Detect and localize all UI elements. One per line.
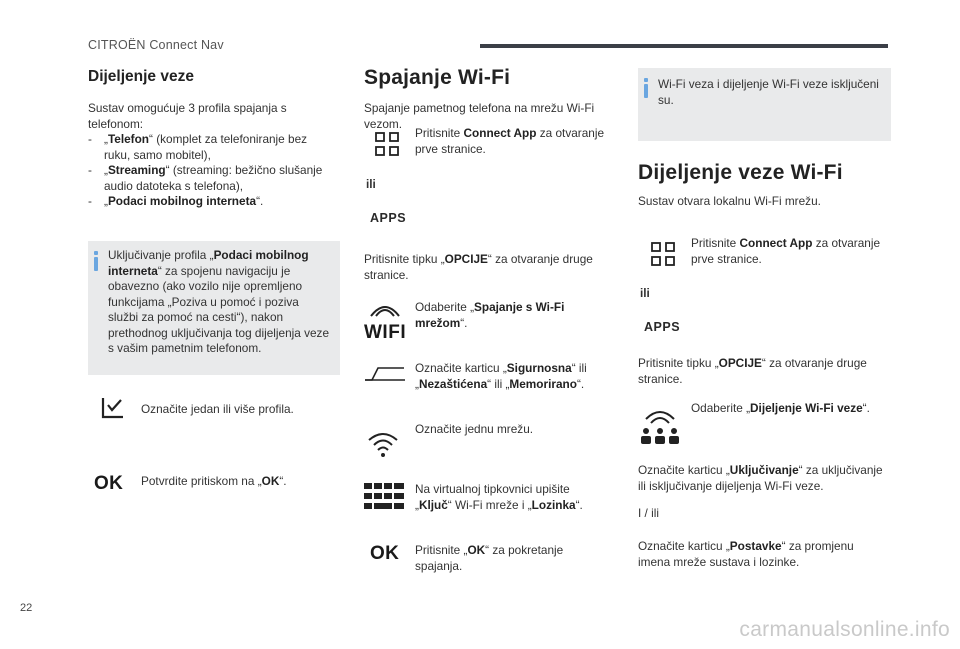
section-heading-dijeljenje-veze-wifi: Dijeljenje veze Wi-Fi (638, 161, 843, 184)
or-label: ili (366, 177, 376, 191)
step-options: Pritisnite tipku „OPCIJE“ za otvaranje druge stranice. (364, 252, 593, 282)
wifi-sharing-icon (640, 405, 680, 445)
step-select-network: Označite jednu mrežu. (415, 422, 534, 436)
col3-intro: Sustav otvara lokalnu Wi-Fi mrežu. (638, 194, 821, 208)
step-enable-tab: Označite karticu „Uključivanje“ za uključivanje ili isključivanje dijeljenja Wi-Fi veze. (638, 463, 883, 493)
page-number: 22 (20, 602, 33, 614)
and-or-label: I / ili (638, 506, 659, 520)
header-bar (480, 44, 888, 48)
watermark: carmanualsonline.info (739, 618, 950, 641)
step-settings-tab: Označite karticu „Postavke“ za promjenu imena mreže sustava i lozinke. (638, 539, 854, 569)
info-box-podaci: Uključivanje profila „Podaci mobilnog interneta“ za spojenu navigaciju je obavezno (ako vozilo nije opremljeno funkcijama „Poziva u pomoć i poziva službi za pomoć na cesti“), nakon prethodnog uključivanja tog dijeljenja veze s vašim pametnim telefonom. (88, 241, 340, 375)
section-heading-spajanje-wifi: Spajanje Wi-Fi (364, 66, 511, 89)
section-heading-dijeljenje-veze: Dijeljenje veze (88, 68, 194, 85)
list-item: - „Streaming“ (streaming: bežično slušanje audio datoteka s telefona), (88, 163, 323, 193)
wifi-network-icon (367, 430, 399, 458)
list-item: - „Telefon“ (komplet za telefoniranje bez ruku, samo mobitel), (88, 132, 308, 162)
step-keyboard: Na virtualnoj tipkovnici upišite „Ključ“ Wi-Fi mreže i „Lozinka“. (415, 482, 583, 512)
info-icon (644, 84, 648, 98)
apps-icon: APPS (644, 320, 681, 334)
step-connect-app: Pritisnite Connect App za otvaranje prve stranice. (691, 236, 881, 266)
info-box-wifi-off: Wi-Fi veza i dijeljenje Wi-Fi veze isključeni su. (638, 68, 891, 141)
checkbox-check-icon (101, 397, 125, 419)
step-select-wifi-connect: Odaberite „Spajanje s Wi-Fi mrežom“. (415, 300, 565, 330)
keyboard-icon (364, 483, 404, 509)
step-connect-app: Pritisnite Connect App za otvaranje prve stranice. (415, 126, 605, 156)
connect-app-grid-icon (375, 132, 399, 156)
col1-intro: Sustav omogućuje 3 profila spajanja s telefonom: - „Telefon“ (komplet za telefoniranje bez ruku, samo mobitel), - „Streaming“ (streaming: bežično slušanje audio datoteka s telefona), - „Podaci mobilnog interneta“. (88, 101, 338, 210)
info-icon (94, 257, 98, 271)
step-options: Pritisnite tipku „OPCIJE“ za otvaranje druge stranice. (638, 356, 867, 386)
wifi-label-icon: WIFI (364, 322, 407, 343)
profile-list (88, 132, 338, 210)
wifi-icon (365, 300, 405, 318)
ok-icon: OK (94, 473, 124, 494)
document-header-title: CITROËN Connect Nav (88, 38, 224, 52)
apps-icon: APPS (370, 211, 407, 225)
step-select-profiles: Označite jedan ili više profila. (141, 402, 294, 416)
tab-icon (364, 366, 406, 382)
ok-icon: OK (370, 543, 400, 564)
connect-app-grid-icon (651, 242, 675, 266)
step-ok-connect: Pritisnite „OK“ za pokretanje spajanja. (415, 543, 564, 573)
or-label: ili (640, 286, 650, 300)
col2-intro: Spajanje pametnog telefona na mrežu Wi-Fi vezom. (364, 101, 595, 131)
step-select-sharing: Odaberite „Dijeljenje Wi-Fi veze“. (691, 401, 870, 415)
step-select-tab: Označite karticu „Sigurnosna“ ili „Nezaštićena“ ili „Memorirano“. (415, 361, 587, 391)
list-item: - „Podaci mobilnog interneta“. (88, 194, 264, 208)
step-confirm-ok: Potvrdite pritiskom na „OK“. (141, 474, 287, 488)
